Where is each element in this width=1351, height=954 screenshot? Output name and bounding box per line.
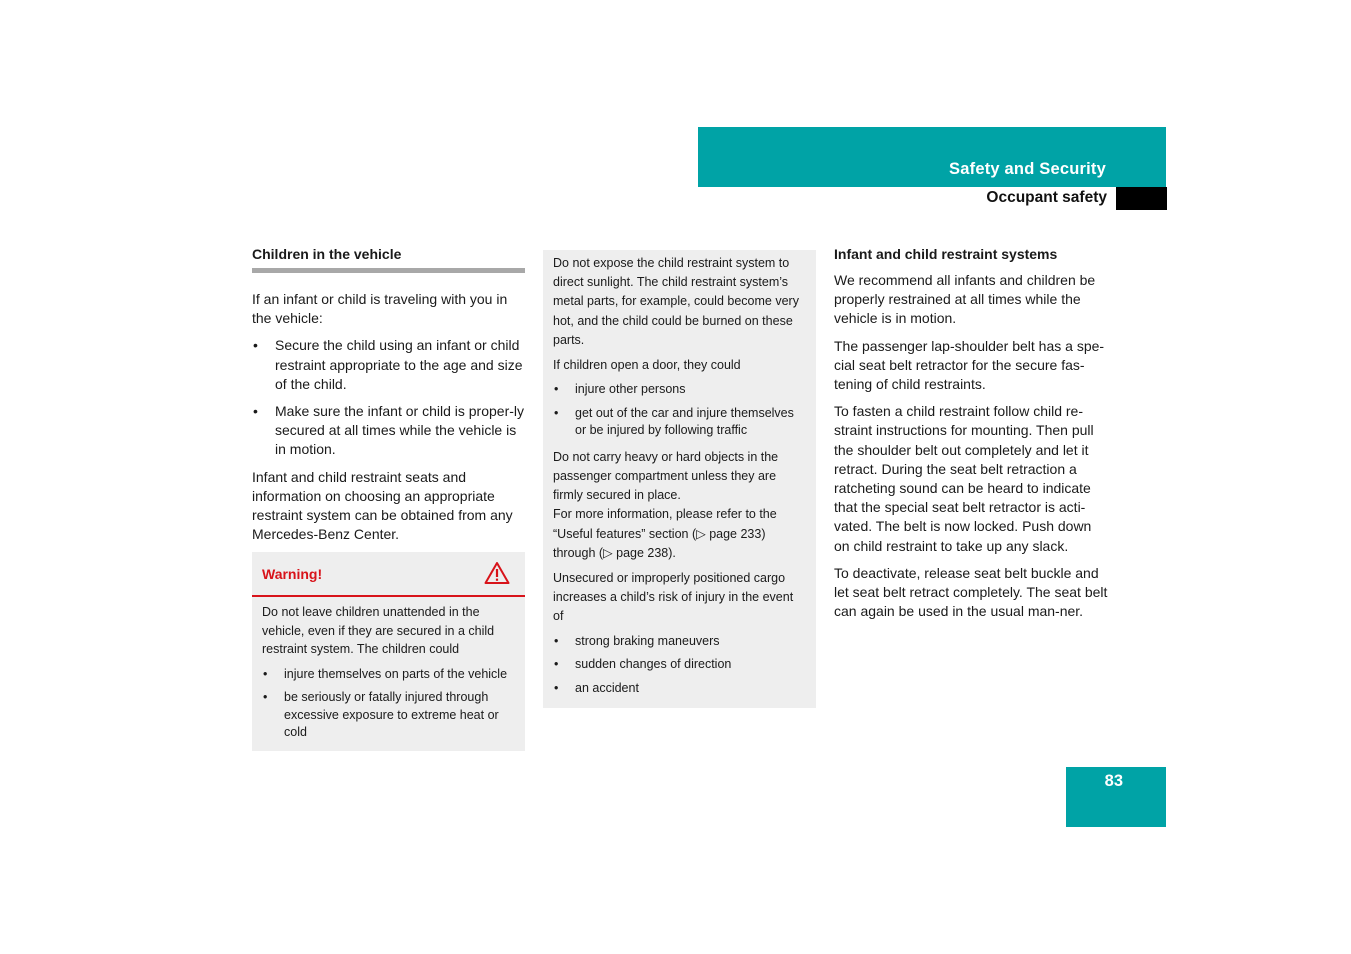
bullet-list	[252, 336, 525, 459]
body-text: To deactivate, release seat belt buckle and let seat belt retract completely. The seat belt can again be used in the usual man-ner.	[834, 564, 1108, 620]
body-text: Unsecured or improperly positioned cargo increases a child’s risk of injury in the event of	[553, 570, 794, 624]
warning-text: Do not leave children unattended in the vehicle, even if they are secured in a child restraint system. The children could	[262, 605, 495, 656]
column-restraint-systems	[834, 244, 1109, 629]
section-heading: Infant and child restraint systems	[834, 246, 1058, 262]
warning-body	[252, 597, 525, 742]
body-text: To fasten a child restraint follow child re-straint instructions for mounting. Then pull the shoulder belt out completely and let it retract. During the seat belt retraction a ratcheting sound can be heard to indicate that the special seat belt retractor is acti-vated. The belt is now locked. Push down on child restraint to take up any slack.	[834, 403, 1094, 554]
subsection-marker	[1116, 187, 1167, 210]
warning-header	[252, 552, 525, 597]
body-text: Do not expose the child restraint system to direct sunlight. The child restraint system’s metal parts, for example, could become very hot, and the child could be burned on these parts.	[553, 256, 799, 347]
list-item: • strong braking maneuvers	[553, 633, 806, 651]
page-number: 83	[1104, 772, 1123, 790]
intro-text: If an infant or child is traveling with you in the vehicle:	[252, 291, 508, 327]
body-text: Do not carry heavy or hard objects in the passenger compartment unless they are firmly secured in place.	[553, 449, 779, 503]
list-item: • be seriously or fatally injured through excessive exposure to extreme heat or cold	[262, 689, 515, 742]
bullet-list	[553, 633, 806, 698]
warning-box	[252, 552, 525, 751]
list-item: • injure other persons	[553, 381, 806, 399]
list-item: • injure themselves on parts of the vehicle	[262, 666, 515, 684]
body-text: If children open a door, they could	[553, 358, 741, 373]
body-text: Infant and child restraint seats and information on choosing an appropriate restraint system can be obtained from any Mercedes-Benz Center.	[252, 468, 513, 543]
page-number-tab	[1066, 767, 1166, 827]
warning-triangle-icon	[484, 561, 510, 591]
header-band	[698, 127, 1166, 187]
list-item: • sudden changes of direction	[553, 656, 806, 674]
body-text: We recommend all infants and children be properly restrained at all times while the vehicle is in motion.	[834, 272, 1096, 327]
section-title: Safety and Security	[949, 160, 1106, 178]
caution-box	[543, 250, 816, 708]
list-item: • an accident	[553, 680, 806, 698]
body-text: For more information, please refer to the “Useful features” section (▷ page 233) through (▷ page 238).	[553, 507, 777, 560]
list-item: • get out of the car and injure themselves or be injured by following traffic	[553, 405, 806, 440]
warning-title: Warning!	[262, 566, 323, 582]
list-item: • Secure the child using an infant or child restraint appropriate to the age and size of the child.	[252, 336, 525, 394]
section-heading: Children in the vehicle	[252, 244, 525, 273]
warning-bullet-list	[262, 666, 515, 742]
subsection-title: Occupant safety	[986, 189, 1107, 206]
bullet-list	[553, 381, 806, 440]
column-children-in-vehicle	[252, 244, 525, 552]
list-item: • Make sure the infant or child is proper-ly secured at all times while the vehicle is in motion.	[252, 402, 525, 460]
body-text: The passenger lap-shoulder belt has a spe-cial seat belt retractor for the secure fas-tening of child restraints.	[834, 337, 1105, 393]
